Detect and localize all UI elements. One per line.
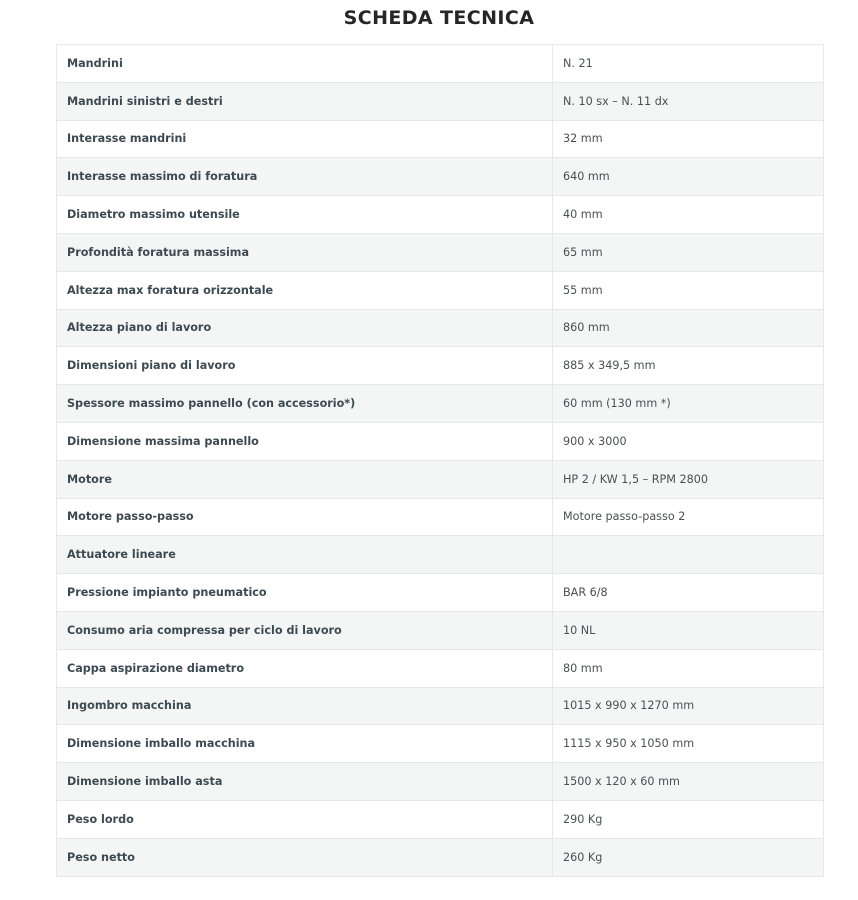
table-row <box>57 574 824 612</box>
table-row <box>57 45 824 83</box>
spec-label: Altezza piano di lavoro <box>57 309 553 347</box>
spec-label: Spessore massimo pannello (con accessorio*) <box>57 385 553 423</box>
spec-label: Dimensione imballo macchina <box>57 725 553 763</box>
table-row <box>57 271 824 309</box>
spec-label: Profondità foratura massima <box>57 233 553 271</box>
spec-table-body <box>57 45 824 877</box>
spec-value: 640 mm <box>553 158 824 196</box>
table-row <box>57 838 824 876</box>
spec-value: HP 2 / KW 1,5 – RPM 2800 <box>553 460 824 498</box>
table-row <box>57 536 824 574</box>
table-row <box>57 800 824 838</box>
spec-value: 1500 x 120 x 60 mm <box>553 763 824 801</box>
table-row <box>57 687 824 725</box>
spec-value: 40 mm <box>553 196 824 234</box>
table-row <box>57 347 824 385</box>
table-row <box>57 422 824 460</box>
spec-label: Peso netto <box>57 838 553 876</box>
table-row <box>57 158 824 196</box>
spec-value: Motore passo-passo 2 <box>553 498 824 536</box>
spec-label: Interasse mandrini <box>57 120 553 158</box>
spec-value: 32 mm <box>553 120 824 158</box>
spec-value: 1115 x 950 x 1050 mm <box>553 725 824 763</box>
spec-value: BAR 6/8 <box>553 574 824 612</box>
spec-value: 885 x 349,5 mm <box>553 347 824 385</box>
spec-value: N. 10 sx – N. 11 dx <box>553 82 824 120</box>
spec-label: Attuatore lineare <box>57 536 553 574</box>
table-row <box>57 82 824 120</box>
spec-label: Pressione impianto pneumatico <box>57 574 553 612</box>
spec-value: 290 Kg <box>553 800 824 838</box>
table-row <box>57 498 824 536</box>
spec-label: Motore passo-passo <box>57 498 553 536</box>
spec-value: 55 mm <box>553 271 824 309</box>
spec-value <box>553 536 824 574</box>
spec-label: Interasse massimo di foratura <box>57 158 553 196</box>
spec-value: 10 NL <box>553 611 824 649</box>
table-row <box>57 233 824 271</box>
spec-value: 860 mm <box>553 309 824 347</box>
spec-label: Altezza max foratura orizzontale <box>57 271 553 309</box>
table-row <box>57 649 824 687</box>
table-row <box>57 120 824 158</box>
spec-label: Mandrini sinistri e destri <box>57 82 553 120</box>
spec-value: 1015 x 990 x 1270 mm <box>553 687 824 725</box>
spec-label: Diametro massimo utensile <box>57 196 553 234</box>
spec-value: 260 Kg <box>553 838 824 876</box>
spec-label: Ingombro macchina <box>57 687 553 725</box>
spec-label: Cappa aspirazione diametro <box>57 649 553 687</box>
table-row <box>57 385 824 423</box>
spec-value: 80 mm <box>553 649 824 687</box>
spec-table <box>56 44 824 877</box>
table-row <box>57 309 824 347</box>
page-title: SCHEDA TECNICA <box>343 7 535 29</box>
spec-label: Dimensione massima pannello <box>57 422 553 460</box>
spec-label: Dimensioni piano di lavoro <box>57 347 553 385</box>
spec-label: Dimensione imballo asta <box>57 763 553 801</box>
table-row <box>57 460 824 498</box>
table-row <box>57 725 824 763</box>
spec-value: 900 x 3000 <box>553 422 824 460</box>
spec-value: N. 21 <box>553 45 824 83</box>
spec-value: 60 mm (130 mm *) <box>553 385 824 423</box>
spec-label: Peso lordo <box>57 800 553 838</box>
table-row <box>57 763 824 801</box>
table-row <box>57 196 824 234</box>
spec-label: Mandrini <box>57 45 553 83</box>
spec-label: Consumo aria compressa per ciclo di lavoro <box>57 611 553 649</box>
table-row <box>57 611 824 649</box>
spec-label: Motore <box>57 460 553 498</box>
spec-value: 65 mm <box>553 233 824 271</box>
